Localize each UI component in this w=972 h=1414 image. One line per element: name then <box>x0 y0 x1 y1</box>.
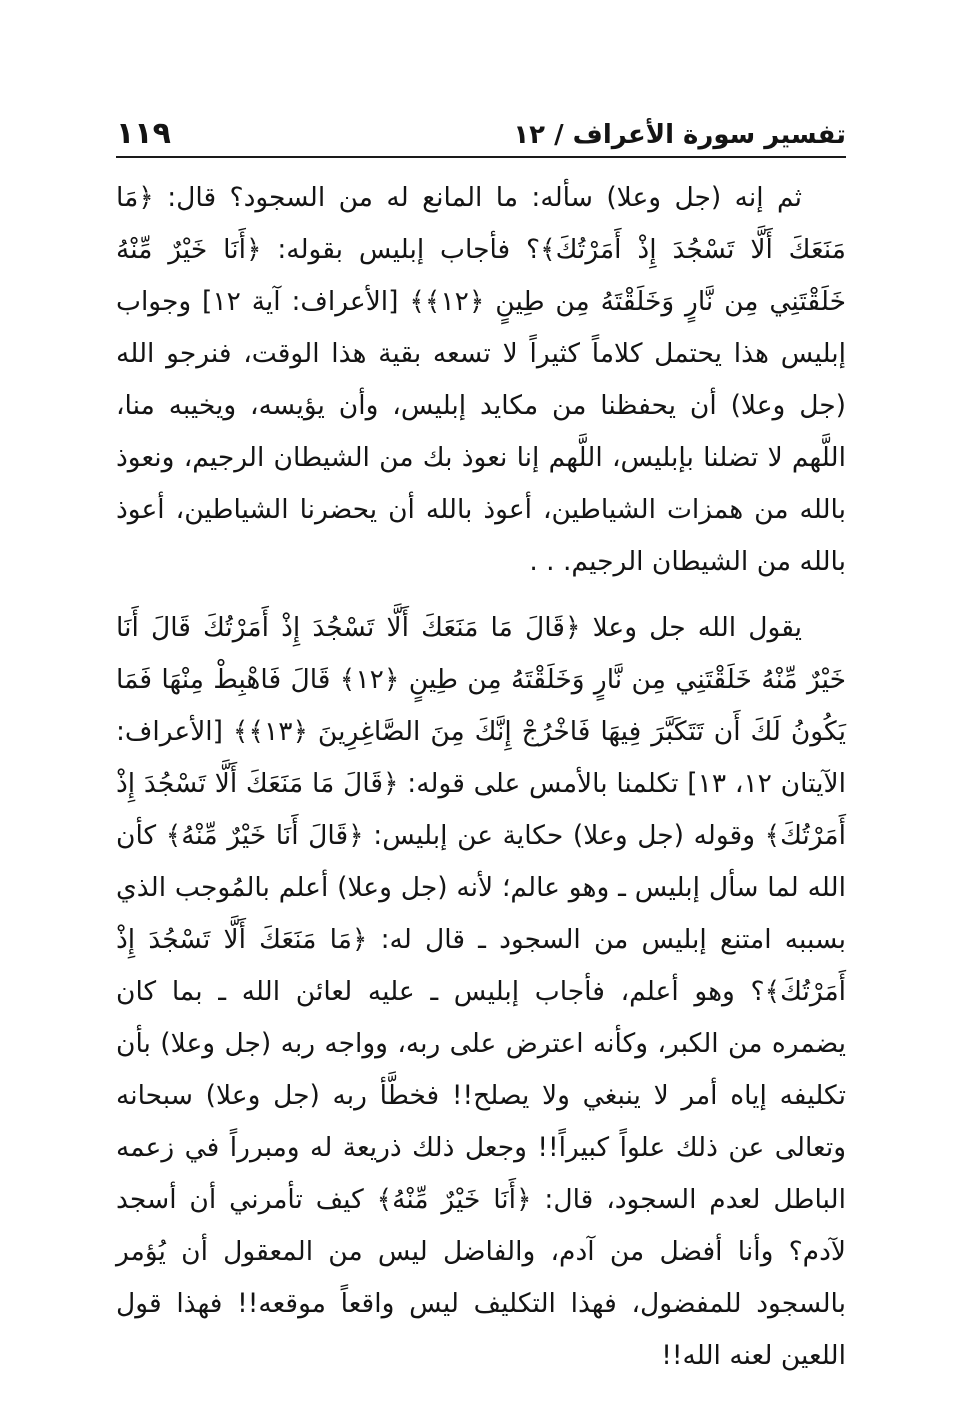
running-header <box>116 104 846 152</box>
page-number: ١١٩ <box>116 116 171 151</box>
header-rule <box>116 156 846 158</box>
paragraph-2-text: يقول الله جل وعلا ﴿قَالَ مَا مَنَعَكَ أَلَّا تَسْجُدَ إِذْ أَمَرْتُكَ قَالَ أَنَا خَيْرٌ مِّنْهُ خَلَقْتَنِي مِن نَّارٍ وَخَلَقْتَهُ مِن طِينٍ ﴿١٢﴾ قَالَ فَاهْبِطْ مِنْهَا فَمَا يَكُونُ لَكَ أَن تَتَكَبَّرَ فِيهَا فَاخْرُجْ إِنَّكَ مِنَ الصَّاغِرِينَ ﴿١٣﴾﴾ [الأعراف: الآيتان ١٢، ١٣] تكلمنا بالأمس على قوله: ﴿قَالَ مَا مَنَعَكَ أَلَّا تَسْجُدَ إِذْ أَمَرْتُكَ﴾ وقوله (جل وعلا) حكاية عن إبليس: ﴿قَالَ أَنَا خَيْرٌ مِّنْهُ﴾ كأن الله لما سأل إبليس ـ وهو عالم؛ لأنه (جل وعلا) أعلم بالمُوجب الذي بسببه امتنع إبليس من السجود ـ قال له: ﴿مَا مَنَعَكَ أَلَّا تَسْجُدَ إِذْ أَمَرْتُكَ﴾؟ وهو أعلم، فأجاب إبليس ـ عليه لعائن الله ـ بما كان يضمره من الكبر، وكأنه اعترض على ربه، وواجه ربه (جل وعلا) بأن تكليفه إياه أمر لا ينبغي ولا يصلح!! فخطَّأ ربه (جل وعلا) سبحانه وتعالى عن ذلك علواً كبيراً!! وجعل ذلك ذريعة له ومبرراً في زعمه الباطل لعدم السجود، قال: ﴿أَنَا خَيْرٌ مِّنْهُ﴾ كيف تأمرني أن أسجد لآدم؟ وأنا أفضل من آدم، والفاضل ليس من المعقول أن يُؤمر بالسجود للمفضول، فهذا التكليف ليس واقعاً موقعه!! فهذا قول اللعين لعنه الله!! <box>116 612 846 1371</box>
paragraph-1-text: ثم إنه (جل وعلا) سأله: ما المانع له من السجود؟ قال: ﴿مَا مَنَعَكَ أَلَّا تَسْجُدَ إِذْ أَمَرْتُكَ﴾؟ فأجاب إبليس بقوله: ﴿أَنَا خَيْرٌ مِّنْهُ خَلَقْتَنِي مِن نَّارٍ وَخَلَقْتَهُ مِن طِينٍ ﴿١٢﴾﴾ [الأعراف: آية ١٢] وجواب إبليس هذا يحتمل كلاماً كثيراً لا تسعه بقية هذا الوقت، فنرجو الله (جل وعلا) أن يحفظنا من مكايد إبليس، وأن يؤيسه، ويخيبه منا، اللَّهم لا تضلنا بإبليس، اللَّهم إنا نعوذ بك من الشيطان الرجيم، ونعوذ بالله من همزات الشياطين، أعوذ بالله أن يحضرنا الشياطين، أعوذ بالله من الشيطان الرجيم. . . <box>116 182 846 577</box>
paragraph-1 <box>116 172 846 588</box>
paragraph-2 <box>116 602 846 1382</box>
header-title: تفسير سورة الأعراف / ١٢ <box>513 120 846 150</box>
